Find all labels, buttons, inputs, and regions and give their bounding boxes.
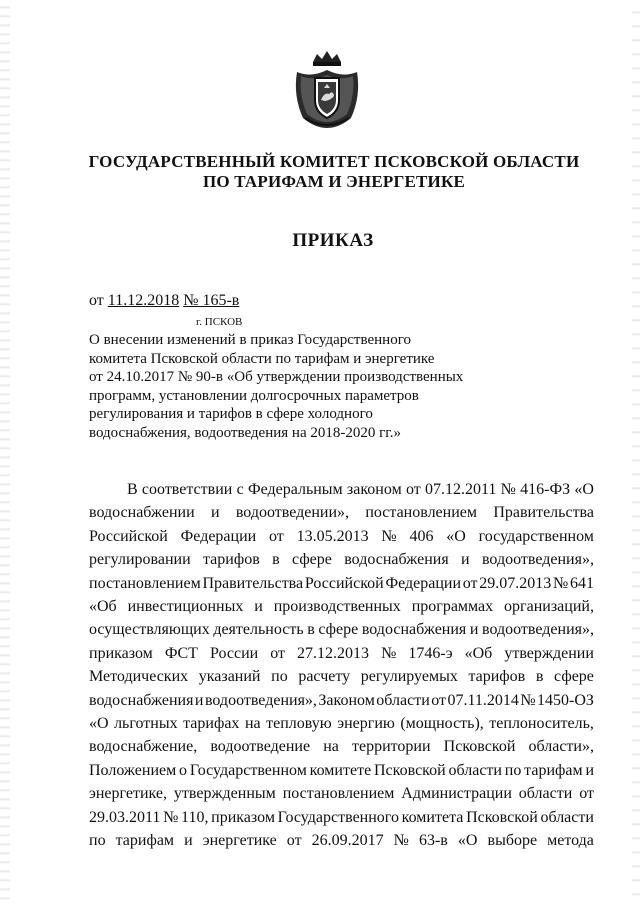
subject-line: О внесении изменений в приказ Государственного (89, 332, 411, 348)
body-word: Государственном (189, 761, 307, 779)
body-word: в (535, 668, 544, 686)
subject-line: программ, установлении долгосрочных параметров (89, 387, 419, 404)
body-word: «О (574, 481, 594, 498)
body-word: Псковской (466, 808, 538, 826)
body-word: Положением (89, 761, 177, 779)
body-word: теплоноситель, (489, 715, 594, 733)
body-word: производственных (273, 598, 401, 616)
body-word: сфере (292, 551, 332, 569)
body-word: тарифах (183, 715, 240, 733)
body-word: комитета (401, 808, 464, 826)
subject-line: от 24.10.2017 № 90-в «Об утверждении производственных (89, 369, 464, 385)
order-number: № 165-в (183, 292, 240, 309)
body-word: от (462, 574, 478, 592)
body-word: 1450-ОЗ (537, 691, 594, 709)
organization-name-line2: ПО ТАРИФАМ И ЭНЕРГЕТИКЕ (202, 172, 466, 191)
body-word: выборе (487, 832, 538, 850)
body-word: и (469, 621, 479, 639)
body-word: «Об (89, 598, 117, 616)
body-line (89, 572, 594, 595)
body-word: Псковской (373, 761, 446, 779)
body-word: комитете (309, 761, 372, 779)
body-word: Российской (304, 574, 384, 592)
body-word: регулируемых (360, 668, 458, 686)
body-word: и (184, 832, 193, 850)
body-word: № (381, 644, 397, 662)
body-word: метода (547, 832, 594, 850)
body-word: тарифов (202, 551, 260, 569)
scan-edge-right (632, 0, 640, 905)
body-line (89, 618, 594, 641)
body-word: области (376, 691, 430, 709)
body-word: Федерации (180, 527, 257, 545)
body-word: от (270, 644, 286, 662)
body-line (89, 478, 594, 501)
body-word: 1746-э (408, 644, 453, 662)
body-word: области (518, 785, 573, 803)
body-word: водоснабжение, (89, 738, 198, 756)
body-word: указаний (198, 668, 261, 686)
body-word: Российской (89, 527, 168, 545)
body-word: Псковской (443, 738, 516, 756)
body-word: и (585, 761, 594, 779)
order-dateline (89, 292, 239, 310)
body-word: № (381, 527, 397, 545)
subject-line: регулирования и тарифов в сфере холодного (89, 406, 373, 422)
body-word: на (244, 715, 261, 733)
body-word: (мощность), (400, 715, 484, 733)
body-word: тарифам (524, 761, 583, 779)
body-word: «Об (464, 644, 493, 662)
body-word: 29.07.2013 (479, 574, 552, 592)
body-word: Федеральным (247, 481, 343, 498)
body-word: водоснабжения (344, 551, 449, 569)
body-word: водоотведения», (482, 621, 594, 639)
coat-of-arms-icon (291, 48, 363, 130)
body-word: тепловую (266, 715, 332, 733)
body-line (89, 806, 594, 829)
subject-line: комитета Псковской области по тарифам и энергетике (89, 350, 435, 367)
body-word: 07.11.2014 (447, 691, 519, 709)
body-word: на (323, 738, 339, 756)
body-word: 63-в (418, 832, 448, 850)
body-word: постановлением (282, 785, 395, 803)
body-word: В (127, 481, 138, 498)
body-word: льготных (114, 715, 178, 733)
body-word: приказом (89, 644, 153, 662)
body-word: 13.05.2013 (296, 527, 369, 545)
body-word: по (271, 668, 288, 686)
body-word: соответствии (141, 481, 233, 498)
body-word: и (461, 551, 470, 569)
body-word: 26.09.2017 (311, 832, 384, 850)
body-word: области», (528, 738, 594, 756)
body-word: территории (351, 738, 431, 756)
body-line (89, 712, 594, 735)
body-word: регулировании (89, 551, 191, 569)
body-word: Федерации (385, 574, 462, 592)
city-label: г. ПСКОВ (196, 316, 243, 328)
order-date: 11.12.2018 (107, 292, 180, 309)
body-word: № (500, 481, 516, 498)
body-line (89, 501, 594, 524)
body-word: энергетике, (89, 785, 168, 803)
body-line (89, 595, 594, 618)
body-word: с (236, 481, 244, 498)
body-line (89, 665, 594, 688)
body-word: по (89, 832, 106, 850)
body-word: Администрации (401, 785, 512, 803)
body-word: и (210, 504, 220, 522)
body-word: постановлением (365, 504, 478, 522)
body-line (89, 829, 594, 852)
body-word: 641 (570, 574, 594, 592)
body-word: приказом (211, 808, 275, 826)
body-word: России (209, 644, 259, 662)
body-word: «О (457, 832, 478, 850)
body-word: государственном (478, 527, 594, 545)
body-word: от (286, 832, 302, 850)
body-word: Правительства (202, 574, 304, 592)
body-word: в (307, 621, 315, 639)
body-line (89, 642, 594, 665)
body-word: и (194, 691, 204, 709)
body-word: «О (446, 527, 466, 545)
body-word: № (393, 832, 409, 850)
body-word: энергию (337, 715, 395, 733)
body-word: организаций, (504, 598, 594, 616)
body-word: расчету (298, 668, 351, 686)
body-word: Государственного (277, 808, 399, 826)
body-line (89, 782, 594, 805)
body-word: энергетике (202, 832, 277, 850)
body-word: водоотведения», (204, 691, 317, 709)
body-word: водоснабжения (89, 691, 194, 709)
body-word: № (520, 691, 536, 709)
body-line (89, 735, 594, 758)
body-word: области (540, 808, 594, 826)
body-word: осуществляющих (89, 621, 210, 639)
order-body-text (89, 478, 594, 853)
body-word: Методических (89, 668, 189, 686)
body-word: сфере (318, 621, 359, 639)
body-word: 110, (181, 808, 209, 826)
body-word: водоотведении», (235, 504, 350, 522)
body-word: законом (346, 481, 402, 498)
body-line (89, 759, 594, 782)
body-word: № (553, 574, 569, 592)
organization-name-line1: ГОСУДАРСТВЕННЫЙ КОМИТЕТ ПСКОВСКОЙ ОБЛАСТИ (88, 152, 580, 171)
body-word: водоотведение (210, 738, 311, 756)
body-word: «О (89, 715, 109, 733)
body-word: от (405, 481, 421, 498)
body-word: тарифов (468, 668, 526, 686)
body-word: утверждении (504, 644, 594, 662)
body-word: о (179, 761, 188, 779)
order-subject (89, 331, 489, 442)
body-word: водоотведения», (481, 551, 594, 569)
body-word: по (504, 761, 522, 779)
body-word: 29.03.2011 (89, 808, 161, 826)
body-word: 416-ФЗ (520, 481, 571, 498)
body-word: деятельность (213, 621, 304, 639)
body-word: водоснабжения (361, 621, 467, 639)
body-word: и (254, 598, 263, 616)
scan-edge-left (0, 0, 10, 905)
date-prefix: от (89, 292, 104, 309)
body-word: от (431, 691, 447, 709)
body-word: № (163, 808, 179, 826)
body-word: Законом (318, 691, 375, 709)
body-word: тарифам (115, 832, 175, 850)
body-word: 07.12.2011 (424, 481, 497, 498)
body-word: сфере (554, 668, 594, 686)
body-word: от (269, 527, 284, 545)
body-word: постановлением (89, 574, 201, 592)
document-title: ПРИКАЗ (292, 230, 374, 251)
body-line (89, 525, 594, 548)
body-word: 27.12.2013 (297, 644, 370, 662)
body-word: программах (411, 598, 494, 616)
body-word: 406 (409, 527, 434, 545)
body-word: области (448, 761, 502, 779)
body-word: водоснабжении (89, 504, 195, 522)
body-word: утвержденным (173, 785, 276, 803)
body-word: в (272, 551, 280, 569)
body-word: от (579, 785, 594, 803)
body-word: ФСТ (164, 644, 198, 662)
body-line (89, 689, 594, 712)
subject-line: водоснабжения, водоотведения на 2018-2020 гг.» (89, 424, 401, 441)
body-word: Правительства (493, 504, 594, 522)
body-line (89, 548, 594, 571)
body-word: инвестиционных (127, 598, 244, 616)
